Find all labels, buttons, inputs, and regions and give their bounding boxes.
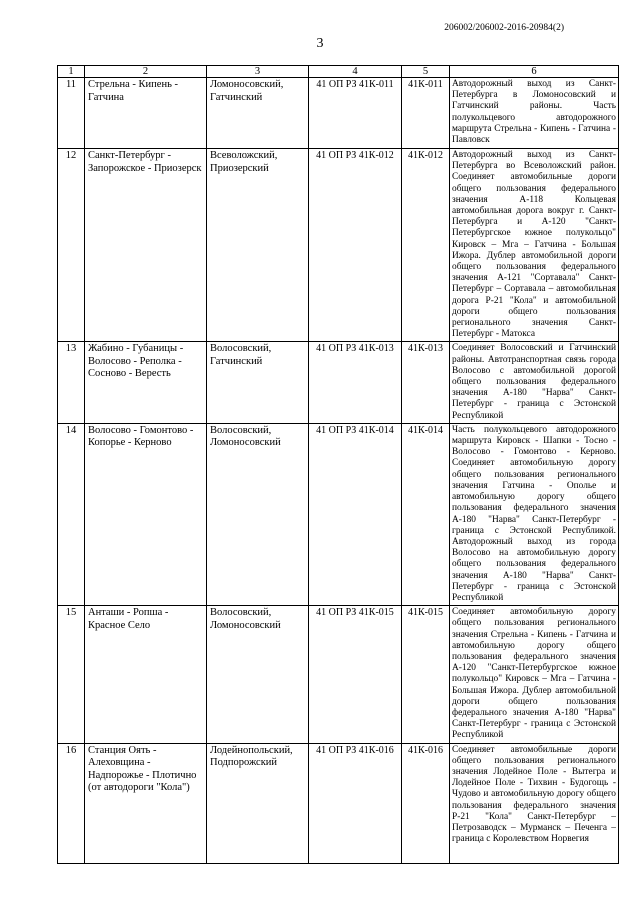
road-name: Стрельна - Кипень - Гатчина — [85, 78, 207, 149]
road-id-code: 41 ОП РЗ 41К-013 — [309, 342, 402, 423]
road-name: Волосово - Гомонтово - Копорье - Керново — [85, 423, 207, 605]
road-id-code: 41 ОП РЗ 41К-012 — [309, 149, 402, 342]
row-number: 15 — [58, 606, 85, 743]
roads-table — [57, 65, 619, 864]
row-number: 12 — [58, 149, 85, 342]
road-short-code: 41К-014 — [402, 423, 450, 605]
road-name: Жабино - Губаницы - Волосово - Реполка - Сосново - Вересть — [85, 342, 207, 423]
road-id-code: 41 ОП РЗ 41К-014 — [309, 423, 402, 605]
road-short-code: 41К-016 — [402, 743, 450, 863]
road-short-code: 41К-013 — [402, 342, 450, 423]
row-number: 14 — [58, 423, 85, 605]
districts: Волосовский, Гатчинский — [207, 342, 309, 423]
column-header: 2 — [85, 66, 207, 78]
road-id-code: 41 ОП РЗ 41К-011 — [309, 78, 402, 149]
road-id-code: 41 ОП РЗ 41К-016 — [309, 743, 402, 863]
row-number: 11 — [58, 78, 85, 149]
document-number: 206002/206002-2016-20984(2) — [444, 23, 564, 33]
table-row — [58, 342, 619, 423]
table-row — [58, 423, 619, 605]
page-number: 3 — [316, 36, 324, 51]
road-description: Автодорожный выход из Санкт-Петербурга в Ломоносовский и Гатчинский районы. Часть полукольцевого автодорожного маршрута Стрельна - Кипень - Гатчина - Павловск — [450, 78, 619, 149]
column-header: 4 — [309, 66, 402, 78]
road-description: Соединяет Волосовский и Гатчинский районы. Автотранспортная связь города Волосово с автомобильной дорогой общего пользования федерального значения А-180 "Нарва" Санкт-Петербург - граница с Эстонской Республикой — [450, 342, 619, 423]
table-header-row — [58, 66, 619, 78]
column-header: 1 — [58, 66, 85, 78]
table-row — [58, 78, 619, 149]
column-header: 5 — [402, 66, 450, 78]
row-number: 16 — [58, 743, 85, 863]
table-row — [58, 149, 619, 342]
column-header: 3 — [207, 66, 309, 78]
table-row — [58, 606, 619, 743]
districts: Волосовский, Ломоносовский — [207, 606, 309, 743]
districts: Лодейнопольский, Подпорожский — [207, 743, 309, 863]
road-name: Санкт-Петербург - Запорожское - Приозерск — [85, 149, 207, 342]
road-name: Станция Оять - Алеховщина - Надпорожье - Плотично (от автодороги "Кола") — [85, 743, 207, 863]
districts: Волосовский, Ломоносовский — [207, 423, 309, 605]
districts: Ломоносовский, Гатчинский — [207, 78, 309, 149]
road-description: Соединяет автомобильную дорогу общего пользования регионального значения Стрельна - Кипень - Гатчина и автомобильную дорогу общего пользования федерального значения А-120 "Санкт-Петербургское южное полукольцо" Кировск – Мга – Гатчина - Большая Ижора. Дублер автомобильной дороги общего пользования федерального значения А-180 "Нарва" Санкт-Петербург - граница с Эстонской Республикой — [450, 606, 619, 743]
road-description: Соединяет автомобильные дороги общего пользования регионального значения Лодейное Поле - Вытегра и Лодейное Поле - Тихвин - Будогощь - Чудово и автомобильную дорогу общего пользования федерального значения Р-21 "Кола" Санкт-Петербург – Петрозаводск – Мурманск – Печенга – граница с Королевством Норвегия — [450, 743, 619, 863]
road-description: Часть полукольцевого автодорожного маршрута Кировск - Шапки - Тосно - Волосово - Гомонтово - Керново. Соединяет автомобильную дорогу общего пользования регионального значения Гатчина - Ополье и автомобильную дорогу общего пользования федерального значения А-180 "Нарва" Санкт-Петербург - граница с Эстонской Республикой. Автодорожный выход из города Волосово на автомобильную дорогу общего пользования федерального значения А-180 "Нарва" Санкт-Петербург - граница с Эстонской Республикой — [450, 423, 619, 605]
column-header: 6 — [450, 66, 619, 78]
road-id-code: 41 ОП РЗ 41К-015 — [309, 606, 402, 743]
road-short-code: 41К-011 — [402, 78, 450, 149]
table-row — [58, 743, 619, 863]
road-name: Анташи - Ропша - Красное Село — [85, 606, 207, 743]
road-short-code: 41К-012 — [402, 149, 450, 342]
row-number: 13 — [58, 342, 85, 423]
road-short-code: 41К-015 — [402, 606, 450, 743]
road-description: Автодорожный выход из Санкт-Петербурга во Всеволожский район. Соединяет автомобильные дороги общего пользования федерального значения А-118 Кольцевая автомобильная дорога вокруг г. Санкт-Петербурга и А-120 "Санкт-Петербургское южное полукольцо" Кировск – Мга – Гатчина - Большая Ижора. Дублер автомобильной дороги общего пользования федерального значения А-121 "Сортавала" Санкт-Петербург – Сортавала – автомобильная дорога Р-21 "Кола" и автомобильной дороги общего пользования регионального значения Санкт-Петербург - Матокса — [450, 149, 619, 342]
districts: Всеволожский, Приозерский — [207, 149, 309, 342]
